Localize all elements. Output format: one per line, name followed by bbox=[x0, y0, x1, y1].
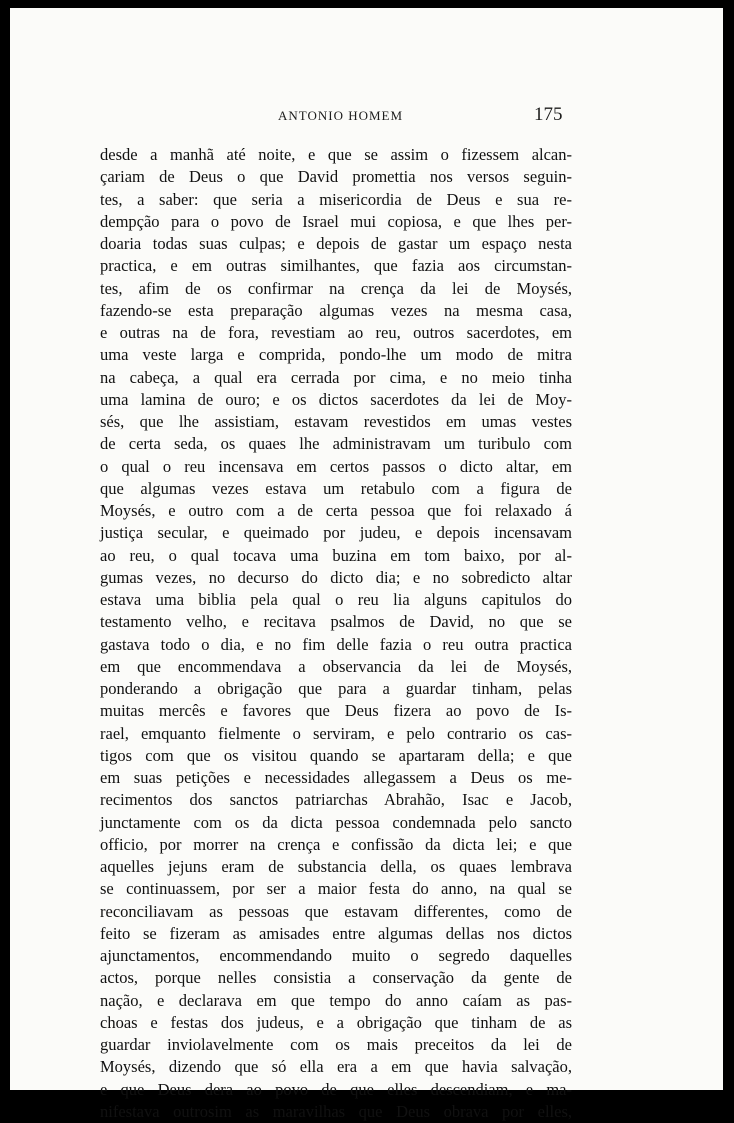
text-line: guardar inviolavelmente com os mais preceitos da lei de bbox=[100, 1035, 572, 1054]
text-line: desde a manhã até noite, e que se assim o fizessem alcan- bbox=[100, 145, 572, 164]
text-line: Moysés, e outro com a de certa pessoa que foi relaxado á bbox=[100, 501, 572, 520]
text-line: em suas petições e necessidades allegassem a Deus os me- bbox=[100, 768, 572, 787]
text-line: se continuassem, por ser a maior festa do anno, na qual se bbox=[100, 879, 572, 899]
text-line: reconciliavam as pessoas que estavam differentes, como de bbox=[100, 901, 572, 921]
text-line: testamento velho, e recitava psalmos de David, no que se bbox=[100, 612, 572, 632]
text-line: aquelles jejuns eram de substancia della, os quaes lembrava bbox=[100, 857, 572, 876]
text-line: sés, que lhe assistiam, estavam revestidos em umas vestes bbox=[100, 412, 572, 431]
text-line: em que encommendava a observancia da lei de Moysés, bbox=[100, 656, 572, 676]
page-number: 175 bbox=[534, 104, 563, 125]
text-line: na cabeça, a qual era cerrada por cima, e no meio tinha bbox=[100, 367, 572, 387]
text-line: actos, porque nelles consistia a conservação da gente de bbox=[100, 968, 572, 988]
text-line: uma lamina de ouro; e os dictos sacerdotes da lei de Moy- bbox=[100, 389, 572, 409]
text-line: gumas vezes, no decurso do dicto dia; e no sobredicto altar bbox=[100, 567, 572, 587]
text-line: e que Deus dera ao povo de que elles descendiam, e ma- bbox=[100, 1079, 572, 1099]
running-head: ANTONIO HOMEM bbox=[278, 108, 404, 123]
text-line: uma veste larga e comprida, pondo-lhe um modo de mitra bbox=[100, 345, 572, 365]
text-line: çariam de Deus o que David promettia nos versos seguin- bbox=[100, 167, 572, 187]
text-line: rael, emquanto fielmente o serviram, e pelo contrario os cas- bbox=[100, 723, 572, 743]
text-line: ajunctamentos, encommendando muito o segredo daquelles bbox=[100, 946, 572, 965]
text-line: nifestava outrosim as maravilhas que Deus obrava por elles, bbox=[100, 1101, 572, 1121]
text-line: ao reu, o qual tocava uma buzina em tom baixo, por al- bbox=[100, 545, 572, 565]
text-line: muitas mercês e favores que Deus fizera ao povo de Is- bbox=[100, 701, 572, 721]
text-line: officio, por morrer na crença e confissão da dicta lei; e que bbox=[100, 834, 572, 854]
text-line: tigos com que os visitou quando se apartaram della; e que bbox=[100, 745, 572, 765]
text-line: ponderando a obrigação que para a guardar tinham, pelas bbox=[100, 679, 572, 698]
text-line: de certa seda, os quaes lhe administravam um turibulo com bbox=[100, 434, 572, 454]
text-line: Moysés, dizendo que só ella era a em que havia salvação, bbox=[100, 1057, 572, 1077]
text-line: estava uma biblia pela qual o reu lia alguns capitulos do bbox=[100, 590, 572, 609]
body-text bbox=[100, 144, 572, 1123]
text-line: que algumas vezes estava um retabulo com a figura de bbox=[100, 478, 572, 498]
text-line: choas e festas dos judeus, e a obrigação que tinham de as bbox=[100, 1012, 572, 1032]
text-line: practica, e em outras similhantes, que fazia aos circumstan- bbox=[100, 256, 572, 276]
text-line: gastava todo o dia, e no fim delle fazia o reu outra practica bbox=[100, 634, 572, 654]
text-line: dempção para o povo de Israel mui copiosa, e que lhes per- bbox=[100, 211, 572, 231]
text-line: e outras na de fora, revestiam ao reu, outros sacerdotes, em bbox=[100, 323, 572, 342]
text-line: fazendo-se esta preparação algumas vezes na mesma casa, bbox=[100, 300, 572, 320]
text-line: o qual o reu incensava em certos passos o dicto altar, em bbox=[100, 456, 572, 476]
text-line: nação, e declarava em que tempo do anno caíam as pas- bbox=[100, 990, 572, 1010]
text-line: recimentos dos sanctos patriarchas Abrahão, Isac e Jacob, bbox=[100, 790, 572, 810]
text-line: doaria todas suas culpas; e depois de gastar um espaço nesta bbox=[100, 234, 572, 253]
text-line: tes, a saber: que seria a misericordia de Deus e sua re- bbox=[100, 189, 572, 209]
book-page bbox=[10, 8, 723, 1121]
page-header bbox=[10, 104, 723, 132]
text-line: tes, afim de os confirmar na crença da lei de Moysés, bbox=[100, 278, 572, 298]
text-line: justiça secular, e queimado por judeu, e depois incensavam bbox=[100, 523, 572, 543]
text-line: junctamente com os da dicta pessoa condemnada pelo sancto bbox=[100, 812, 572, 832]
text-line: feito se fizeram as amisades entre algumas dellas nos dictos bbox=[100, 923, 572, 943]
